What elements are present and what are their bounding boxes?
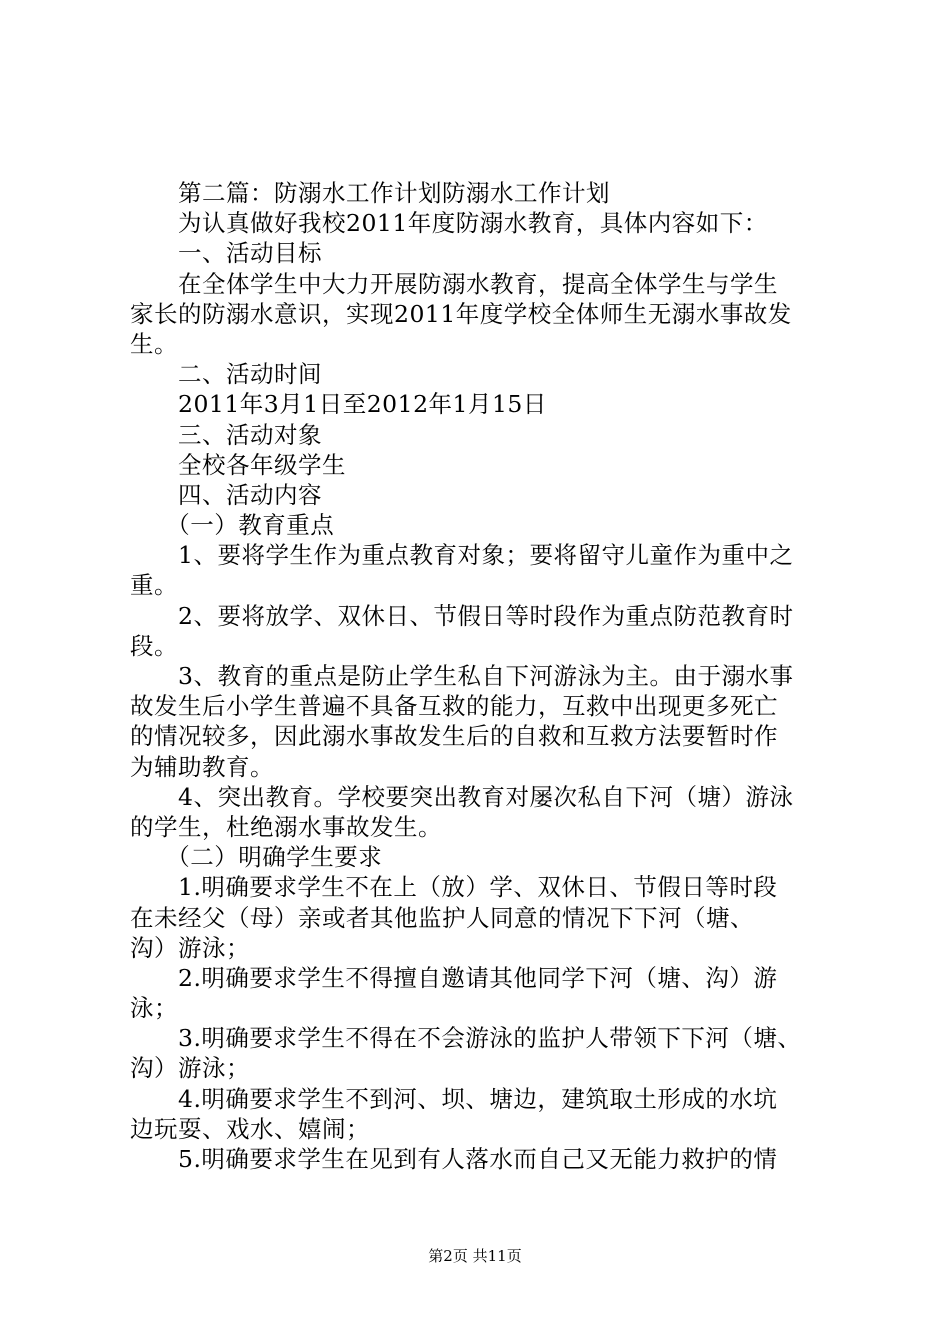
text-line: （一）教育重点 — [130, 511, 335, 540]
text-line: 沟）游泳； — [130, 933, 250, 962]
text-line: 在未经父（母）亲或者其他监护人同意的情况下下河（塘、 — [130, 903, 754, 932]
text-line: 第二篇：防溺水工作计划防溺水工作计划 — [130, 179, 610, 207]
text-line: 1.明确要求学生不在上（放）学、双休日、节假日等时段 — [130, 873, 778, 902]
text-line: 的学生，杜绝溺水事故发生。 — [130, 812, 442, 841]
page-number-footer: 第2页 共11页 — [428, 1247, 522, 1265]
text-line: 在全体学生中大力开展防溺水教育，提高全体学生与学生 — [130, 269, 778, 298]
text-line: 泳； — [130, 994, 178, 1023]
text-line: 二、活动时间 — [130, 360, 322, 389]
text-line: 段。 — [130, 631, 178, 660]
text-line: 4.明确要求学生不到河、坝、塘边，建筑取土形成的水坑 — [130, 1084, 778, 1113]
text-line: 2.明确要求学生不得擅自邀请其他同学下河（塘、沟）游 — [130, 963, 778, 992]
text-line: 重。 — [130, 571, 178, 600]
text-line: 一、活动目标 — [130, 239, 322, 268]
text-line: 四、活动内容 — [130, 480, 322, 509]
text-line: 3.明确要求学生不得在不会游泳的监护人带领下下河（塘、 — [130, 1024, 802, 1053]
document-body — [130, 178, 830, 1174]
text-line: 沟）游泳； — [130, 1054, 250, 1083]
text-line: 3、教育的重点是防止学生私自下河游泳为主。由于溺水事 — [130, 662, 794, 690]
text-line: 4、突出教育。学校要突出教育对屡次私自下河（塘）游泳 — [130, 782, 794, 811]
text-line: 为认真做好我校2011年度防溺水教育，具体内容如下： — [130, 209, 768, 238]
text-line: 全校各年级学生 — [130, 450, 346, 479]
text-line: 2、要将放学、双休日、节假日等时段作为重点防范教育时 — [130, 601, 794, 630]
text-line: 故发生后小学生普遍不具备互救的能力，互救中出现更多死亡 — [130, 692, 778, 721]
text-line: 的情况较多，因此溺水事故发生后的自救和互救方法要暂时作 — [130, 722, 778, 751]
text-line: 5.明确要求学生在见到有人落水而自己又无能力救护的情 — [130, 1145, 778, 1173]
text-line: 1、要将学生作为重点教育对象；要将留守儿童作为重中之 — [130, 541, 794, 570]
text-line: （二）明确学生要求 — [130, 843, 383, 872]
text-line: 三、活动对象 — [130, 420, 322, 449]
text-line: 生。 — [130, 329, 178, 358]
text-line: 家长的防溺水意识，实现2011年度学校全体师生无溺水事故发 — [130, 299, 792, 328]
text-line: 2011年3月1日至2012年1月15日 — [130, 390, 547, 419]
text-line: 为辅助教育。 — [130, 752, 274, 781]
text-line: 边玩耍、戏水、嬉闹； — [130, 1114, 370, 1143]
